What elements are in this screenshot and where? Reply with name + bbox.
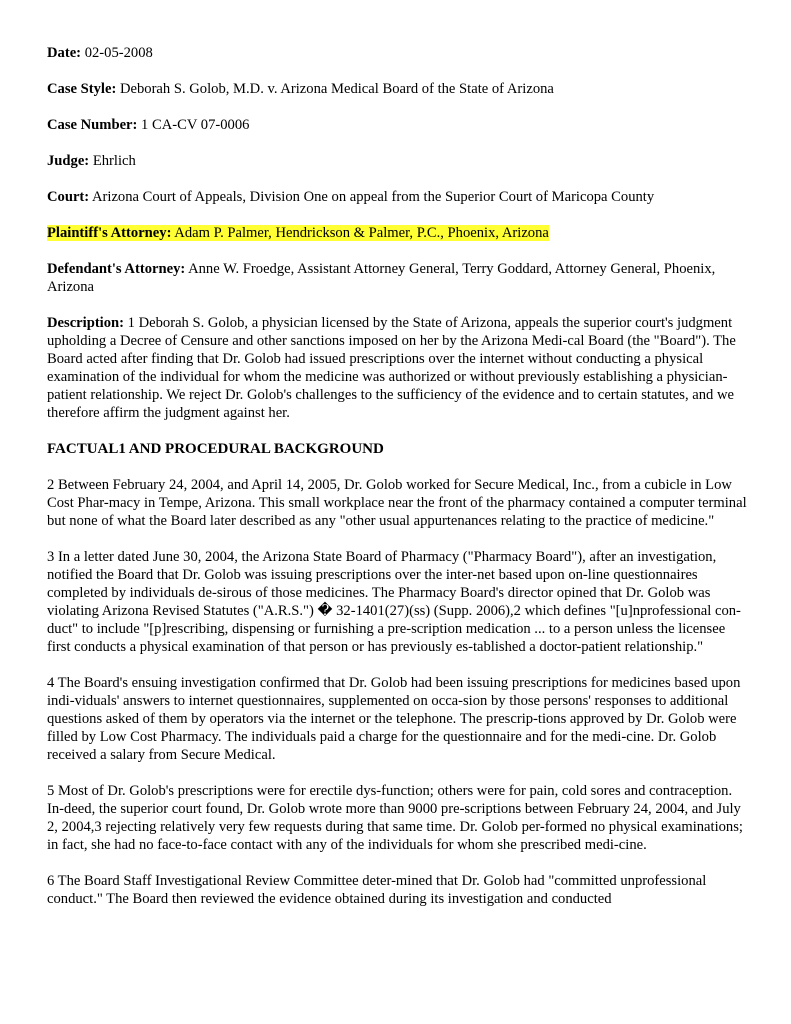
paragraph-2: 2 Between February 24, 2004, and April 14, 2005, Dr. Golob worked for Secure Medical, Inc., from a cubicle in Low Cost Phar-macy in Tempe, Arizona. This small workplace near the front of the pharmacy contained a computer terminal but none of what the Board later described as any "other usual appurtenances relating to the practice of medicine." <box>47 477 747 529</box>
case-style-value: Deborah S. Golob, M.D. v. Arizona Medical Board of the State of Arizona <box>116 81 554 97</box>
description-field <box>47 314 749 422</box>
plaintiff-attorney-field <box>47 224 749 242</box>
paragraph-4: 4 The Board's ensuing investigation confirmed that Dr. Golob had been issuing prescriptions for medicines based upon indi-viduals' answers to internet questionnaires, supplemented on occa-sion by those persons' responses to additional questions asked of them by operators via the internet or the telephone. The prescrip-tions approved by Dr. Golob were filled by Low Cost Pharmacy. The individuals paid a charge for the questionnaire and for the medi-cine. Dr. Golob received a salary from Secure Medical. <box>47 675 741 763</box>
paragraph-6: 6 The Board Staff Investigational Review Committee deter-mined that Dr. Golob had "committed unprofessional conduct." The Board then reviewed the evidence obtained during its investigation and conducted <box>47 873 707 907</box>
date-value: 02-05-2008 <box>81 45 153 61</box>
case-number-value: 1 CA-CV 07-0006 <box>137 117 250 133</box>
paragraph-3: 3 In a letter dated June 30, 2004, the Arizona State Board of Pharmacy ("Pharmacy Board"), after an investigation, notified the Board that Dr. Golob was issuing prescriptions over the inter-net based upon on-line questionnaires completed by individuals de-sirous of those medicines. The Pharmacy Board's director opined that Dr. Golob was violating Arizona Revised Statutes ("A.R.S.") � 32-1401(27)(ss) (Supp. 2006),2 which defines "[u]nprofessional con-duct" to include "[p]rescribing, dispensing or furnishing a pre-scription medication ... to a person unless the licensee first conducts a physical examination of that person or has previously es-tablished a doctor-patient relationship." <box>47 549 741 655</box>
description-label: Description: <box>47 315 125 331</box>
case-document <box>47 44 749 926</box>
plaintiff-attorney-label: Plaintiff's Attorney: <box>47 225 172 241</box>
defendant-attorney-value: Anne W. Froedge, Assistant Attorney General, Terry Goddard, Attorney General, Phoenix, Arizona <box>47 261 716 295</box>
judge-label: Judge: <box>47 153 90 169</box>
plaintiff-attorney-value: Adam P. Palmer, Hendrickson & Palmer, P.C., Phoenix, Arizona <box>171 225 549 241</box>
judge-field <box>47 152 749 170</box>
court-label: Court: <box>47 189 90 205</box>
defendant-attorney-label: Defendant's Attorney: <box>47 261 186 277</box>
description-value: 1 Deborah S. Golob, a physician licensed by the State of Arizona, appeals the superior court's judgment upholding a Decree of Censure and other sanctions imposed on her by the Arizona Medi-cal Board (the "Board"). The Board acted after finding that Dr. Golob had issued prescriptions over the internet without conducting a physical examination of the individual for whom the medicine was authorized or without previously establishing a physician-patient relationship. We reject Dr. Golob's challenges to the sufficiency of the evidence and to certain statutes, and we therefore affirm the judgment against her. <box>47 315 736 421</box>
case-number-field <box>47 116 749 134</box>
defendant-attorney-field <box>47 260 749 296</box>
date-label: Date: <box>47 45 82 61</box>
plaintiff-attorney-highlight <box>47 225 549 241</box>
case-style-field <box>47 80 749 98</box>
paragraph-5: 5 Most of Dr. Golob's prescriptions were for erectile dys-function; others were for pain, cold sores and contraception. In-deed, the superior court found, Dr. Golob wrote more than 9000 pre-scriptions between February 24, 2004, and July 2, 2004,3 rejecting relatively very few requests during that same time. Dr. Golob per-formed no physical examinations; in fact, she had no face-to-face contact with any of the individuals for whom she prescribed medi-cine. <box>47 783 743 853</box>
case-number-label: Case Number: <box>47 117 138 133</box>
court-value: Arizona Court of Appeals, Division One on appeal from the Superior Court of Maricopa County <box>89 189 655 205</box>
court-field <box>47 188 749 206</box>
date-field <box>47 44 749 62</box>
case-style-label: Case Style: <box>47 81 117 97</box>
section-heading: FACTUAL1 AND PROCEDURAL BACKGROUND <box>47 441 384 457</box>
judge-value: Ehrlich <box>89 153 136 169</box>
